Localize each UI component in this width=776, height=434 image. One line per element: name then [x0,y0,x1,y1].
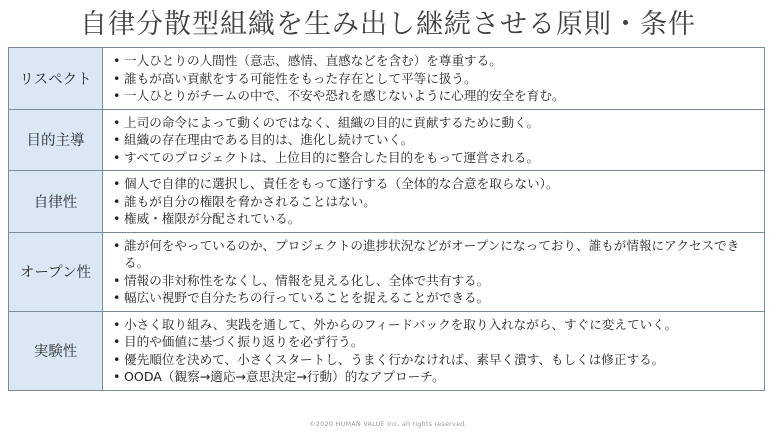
list-item [113,272,756,290]
list-item [113,149,756,167]
row-content [103,110,764,171]
list-item [113,210,756,228]
page-title: 自律分散型組織を生み出し継続させる原則・条件 [80,9,696,40]
row-content [103,233,764,311]
row-content [103,171,764,232]
list-item-text: 優先順位を決めて、小さくスタートし、うまく行かなければ、素早く潰す、もしくは修正する。 [124,351,665,367]
row-label: オープン性 [9,233,103,311]
row-label: 自律性 [9,171,103,232]
row-label: 実験性 [9,312,103,390]
bullet-dot: • [113,114,121,130]
list-item-text: 誰が何をやっているのか、プロジェクトの進捗状況などがオープンになっており、誰もが情報にアクセスできる。 [124,237,740,270]
bullet-dot: • [113,211,121,226]
bullet-dot: • [113,132,121,147]
table-row-autonomy [9,170,764,232]
list-item [113,316,756,334]
bullet-dot: • [113,193,121,209]
list-item [113,131,756,149]
list-item-text: すべてのプロジェクトは、上位目的に整合した目的をもって運営される。 [124,149,540,165]
bullet-dot: • [113,351,121,367]
bullet-dot: • [113,149,121,165]
principles-table [8,47,765,391]
table-row-experimentation [9,311,764,390]
list-item-text: OODA（観察→適応→意思決定→行動）的なアプローチ。 [124,369,445,384]
list-item-text: 誰もが高い貢献をする可能性をもった存在として平等に扱う。 [124,70,477,86]
bullet-dot: • [113,88,121,103]
list-item-text: 小さく取り組み、実践を通して、外からのフィードバックを取り入れながら、すぐに変えていく。 [124,316,678,332]
list-item [113,114,756,132]
list-item [113,289,756,307]
list-item-text: 組織の存在理由である目的は、進化し続けていく。 [124,132,414,147]
bullet-dot: • [113,237,121,253]
table-row-purpose-driven [9,109,764,171]
bullet-dot: • [113,53,121,68]
bullet-dot: • [113,290,121,305]
list-item-text: 幅広い視野で自分たちの行っていることを捉えることができる。 [124,290,490,305]
list-item [113,87,756,105]
list-item [113,70,756,88]
list-item-text: 目的や価値に基づく振り返りを必ず行う。 [124,334,364,349]
bullet-dot: • [113,70,121,86]
row-label: リスペクト [9,48,103,109]
list-item [113,368,756,386]
bullet-dot: • [113,316,121,332]
table-row-openness [9,232,764,311]
row-content [103,312,764,390]
row-content [103,48,764,109]
list-item-text: 上司の命令によって動くのではなく、組織の目的に貢献するために動く。 [124,114,540,130]
list-item [113,351,756,369]
list-item-text: 個人で自律的に選択し、責任をもって遂行する（全体的な合意を取らない）。 [124,176,559,191]
list-item [113,175,756,193]
table-row-respect [9,48,764,109]
row-label: 目的主導 [9,110,103,171]
list-item-text: 一人ひとりがチームの中で、不安や恐れを感じないように心理的安全を育む。 [124,88,565,103]
list-item-text: 一人ひとりの人間性（意志、感情、直感などを含む）を尊重する。 [124,53,502,68]
list-item [113,333,756,351]
copyright-footer: ©2020 HUMAN VALUE Inc. all rights reserved. [309,420,467,428]
list-item [113,52,756,70]
list-item-text: 誰もが自分の権限を脅かされることはない。 [124,193,376,209]
list-item [113,237,756,272]
bullet-dot: • [113,369,121,384]
bullet-dot: • [113,334,121,349]
list-item-text: 情報の非対称性をなくし、情報を見える化し、全体で共有する。 [124,272,490,288]
list-item [113,193,756,211]
list-item-text: 権威・権限が分配されている。 [124,211,301,226]
bullet-dot: • [113,176,121,191]
bullet-dot: • [113,272,121,288]
